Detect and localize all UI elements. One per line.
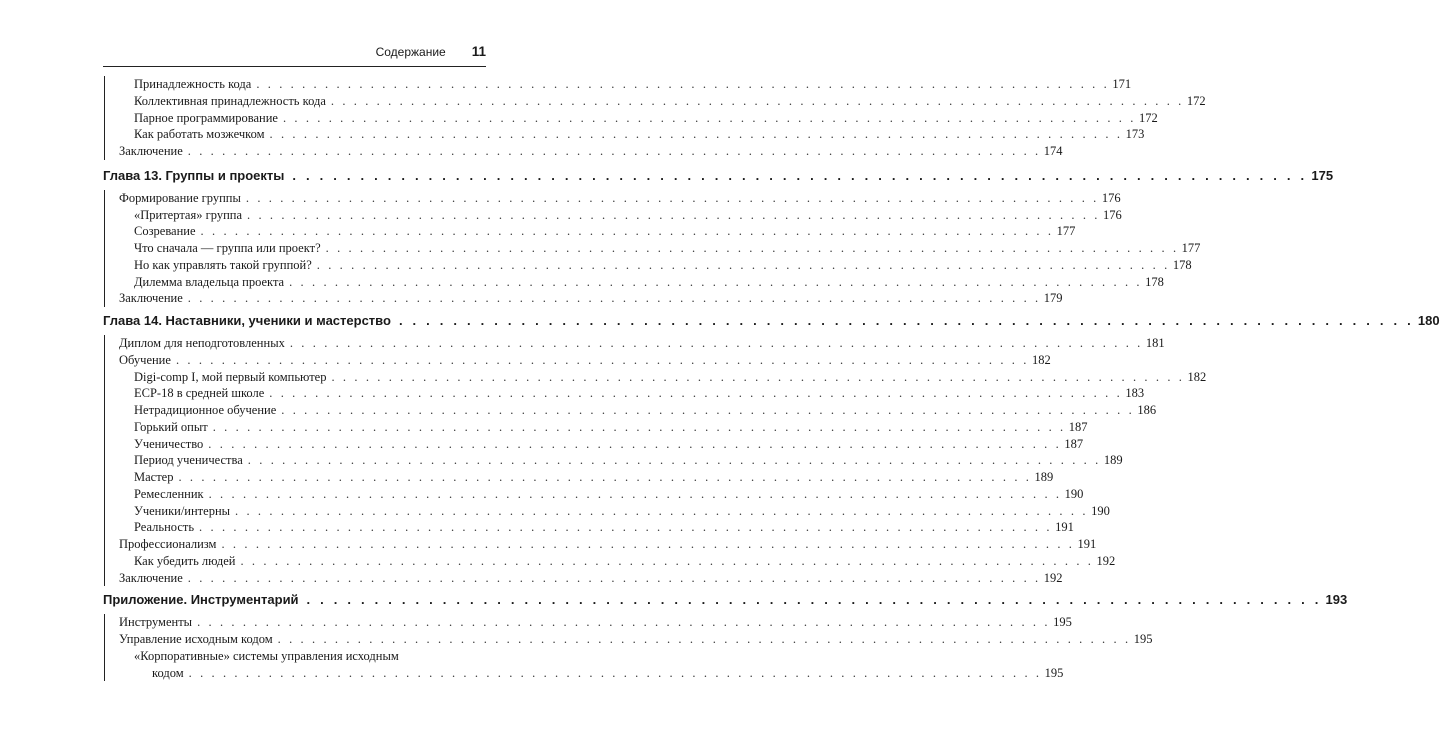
dot-leader: . . . . . . . . . . . . . . . . . . . . . . . . . . . . . . . . . . . . . . . . . . . . . . . . . . . . . . . . . . . . . . . . . . . . . . . . . . .: [197, 615, 1051, 630]
toc-entry-page-number: 190: [1091, 503, 1110, 518]
toc-entry[interactable]: [105, 553, 1116, 570]
dot-leader: . . . . . . . . . . . . . . . . . . . . . . . . . . . . . . . . . . . . . . . . . . . . . . . . . . . . . . . . . . . . . . . . . . . . . . . . . . .: [269, 127, 1123, 142]
toc-entry-page-number: 179: [1043, 291, 1063, 306]
toc-entry[interactable]: [105, 631, 1153, 648]
toc-entry-page-number: 192: [1096, 553, 1116, 568]
toc-entry[interactable]: [105, 486, 1084, 503]
dot-leader: . . . . . . . . . . . . . . . . . . . . . . . . . . . . . . . . . . . . . . . . . . . . . . . . . . . . . . . . . . . . . . . . . . . . . . . . . . .: [187, 144, 1041, 158]
toc-entry-title: «Притертая» группа: [134, 207, 242, 222]
chapter-title: Приложение. Инструментарий: [103, 592, 299, 608]
dot-leader: . . . . . . . . . . . . . . . . . . . . . . . . . . . . . . . . . . . . . . . . . . . . . . . . . . . . . . . . . . . . . . . . . . . . . . . . . . .: [331, 369, 1185, 384]
toc-entry[interactable]: [105, 126, 1145, 143]
dot-leader: . . . . . . . . . . . . . . . . . . . . . . . . . . . . . . . . . . . . . . . . . . . . . . . . . . . . . . . . . . . . . . . . . . . . . . . . . . .: [208, 486, 1062, 501]
toc-entry-title: Дилемма владельца проекта: [134, 274, 285, 289]
toc-entry-page-number: 192: [1043, 570, 1063, 585]
dot-leader: . . . . . . . . . . . . . . . . . . . . . . . . . . . . . . . . . . . . . . . . . . . . . . . . . . . . . . . . . . . . . . . . . . . . . . . . . . .: [199, 520, 1053, 535]
toc-entry[interactable]: [105, 436, 1084, 453]
toc-entry-title: Реальность: [134, 520, 195, 535]
toc-entry[interactable]: [105, 536, 1097, 553]
toc-entry[interactable]: [105, 452, 1123, 469]
toc-entry-title: Ремесленник: [134, 486, 204, 501]
toc-entry-page-number: 189: [1034, 470, 1054, 484]
toc-entry-page-number: 182: [1031, 352, 1051, 367]
toc-section-group: [104, 76, 1206, 160]
dot-leader: . . . . . . . . . . . . . . . . . . . . . . . . . . . . . . . . . . . . . . . . . . . . . . . . . . . . . . . . . . . . . . . . . . . . . . . . . . .: [269, 386, 1123, 401]
toc-entry-page-number: 183: [1125, 386, 1145, 401]
dot-leader: . . . . . . . . . . . . . . . . . . . . . . . . . . . . . . . . . . . . . . . . . . . . . . . . . . . . . . . . . . . . . . . . . . . . . . . . . . .: [247, 207, 1101, 222]
toc-entry-title: Как убедить людей: [134, 553, 236, 568]
dot-leader: . . . . . . . . . . . . . . . . . . . . . . . . . . . . . . . . . . . . . . . . . . . . . . . . . . . . . . . . . . . . . . . . . . . . . . . . . . .: [212, 419, 1066, 434]
toc-entry-title: Нетрадиционное обучение: [134, 403, 277, 417]
toc-entry[interactable]: [105, 648, 486, 665]
toc-entry-title: Ученичество: [134, 436, 204, 451]
toc-entry-title: Что сначала — группа или проект?: [134, 241, 321, 255]
dot-leader: . . . . . . . . . . . . . . . . . . . . . . . . . . . . . . . . . . . . . . . . . . . . . . . . . . . . . . . . . . . . . . . . . . . . . . . . . . .: [187, 570, 1041, 585]
toc-section-group: [104, 190, 1201, 307]
running-header-section-title: Содержание: [375, 45, 446, 59]
toc-entry[interactable]: [105, 519, 1074, 536]
toc-entry-title: Заключение: [119, 291, 183, 306]
chapter-heading[interactable]: [103, 589, 1348, 611]
toc-entry-title: кодом: [152, 665, 184, 680]
toc-entry-page-number: 178: [1145, 274, 1164, 289]
toc-entry[interactable]: [105, 240, 1201, 257]
toc-entry-title: Мастер: [134, 470, 174, 484]
toc-entry[interactable]: [105, 274, 1164, 291]
toc-entry-title: Коллективная принадлежность кода: [134, 93, 326, 108]
chapter-page-number: 193: [1325, 592, 1348, 608]
toc-entry-title: Но как управлять такой группой?: [134, 257, 312, 272]
dot-leader: . . . . . . . . . . . . . . . . . . . . . . . . . . . . . . . . . . . . . . . . . . . . . . . . . . . . . . . . . . . . . . . . . . . . . . . . . . .: [245, 190, 1099, 205]
toc-entry-page-number: 190: [1064, 486, 1084, 501]
dot-leader: . . . . . . . . . . . . . . . . . . . . . . . . . . . . . . . . . . . . . . . . . . . . . . . . . . . . . . . . . . . . . . . . . . . . . . . . . . .: [282, 110, 1136, 125]
running-header-page-number: 11: [471, 44, 486, 59]
dot-leader: . . . . . . . . . . . . . . . . . . . . . . . . . . . . . . . . . . . . . . . . . . . . . . . . . . . . . . . . . . . . . . . . . . . . . . . . . . .: [188, 665, 1042, 680]
toc-entry-page-number: 176: [1103, 207, 1122, 222]
toc-entry-title: Профессионализм: [119, 537, 217, 551]
toc-entry-page-number: 195: [1133, 632, 1153, 646]
dot-leader: . . . . . . . . . . . . . . . . . . . . . . . . . . . . . . . . . . . . . . . . . . . . . . . . . . . . . . . . . . . . . . . . . . . . . . . . . . .: [281, 403, 1135, 417]
toc-entry[interactable]: [105, 290, 1063, 307]
toc-entry-title: Период ученичества: [134, 453, 243, 468]
toc-entry-page-number: 172: [1138, 110, 1158, 125]
dot-leader: . . . . . . . . . . . . . . . . . . . . . . . . . . . . . . . . . . . . . . . . . . . . . . . . . . . . . . . . . . . . . . . . . . . . . . . . . . .: [289, 336, 1143, 350]
chapter-page-number: 175: [1311, 167, 1334, 183]
dot-leader: . . . . . . . . . . . . . . . . . . . . . . . . . . . . . . . . . . . . . . . . . . . . . . . . . . . . . . . . . . . . . . . . . . . . . . . . . . .: [316, 257, 1170, 272]
toc-entry-page-number: 191: [1077, 537, 1097, 551]
toc-entry[interactable]: [105, 110, 1158, 127]
toc-entry-page-number: 176: [1101, 190, 1121, 205]
toc-entry[interactable]: [105, 190, 1121, 207]
toc-entry[interactable]: [105, 614, 1072, 631]
toc-entry-page-number: 171: [1112, 77, 1132, 91]
toc-section-group: [104, 614, 1153, 681]
toc-entry-title: Управление исходным кодом: [119, 632, 273, 646]
toc-entry-page-number: 174: [1043, 144, 1063, 158]
toc-entry-title: Созревание: [134, 224, 196, 239]
toc-entry-title: Парное программирование: [134, 110, 278, 125]
chapter-heading[interactable]: [103, 310, 1440, 332]
toc-entry-page-number: 187: [1068, 419, 1088, 434]
chapter-title: Глава 14. Наставники, ученики и мастерство: [103, 313, 391, 328]
toc-entry-title: Заключение: [119, 144, 183, 158]
dot-leader: . . . . . . . . . . . . . . . . . . . . . . . . . . . . . . . . . . . . . . . . . . . . . . . . . . . . . . . . . . . . . . . . . . . . . . . . . . .: [235, 503, 1089, 518]
toc-entry[interactable]: [105, 503, 1110, 520]
toc-entry-title: Диплом для неподготовленных: [119, 336, 285, 350]
dot-leader: . . . . . . . . . . . . . . . . . . . . . . . . . . . . . . . . . . . . . . . . . . . . . . . . . . . . . . . . . . . . . . . . . . . . . . . . . . .: [247, 453, 1101, 468]
dot-leader: . . . . . . . . . . . . . . . . . . . . . . . . . . . . . . . . . . . . . . . . . . . . . . . . . . . . . . . . . . . . . . . . . . . . . . . . . . .: [240, 553, 1094, 568]
dot-leader: . . . . . . . . . . . . . . . . . . . . . . . . . . . . . . . . . . . . . . . . . . . . . . . . . . . . . . . . . . . . . . . . . . . . . . . . . . .: [221, 537, 1075, 551]
dot-leader: . . . . . . . . . . . . . . . . . . . . . . . . . . . . . . . . . . . . . . . . . . . . . . . . . . . . . . . . . . . . . . . . . . . . . . . . . . .: [200, 224, 1054, 239]
toc-entry-page-number: 178: [1172, 257, 1192, 272]
toc-entry[interactable]: [105, 223, 1076, 240]
toc-entry-title: Заключение: [119, 570, 183, 585]
toc-entry[interactable]: [105, 385, 1145, 402]
chapter-title: Глава 13. Группы и проекты: [103, 167, 285, 183]
toc-entry-title: Ученики/интерны: [134, 503, 231, 518]
dot-leader: . . . . . . . . . . . . . . . . . . . . . . . . . . . . . . . . . . . . . . . . . . . . . . . . . . . . . . . . . . . . . . . . . . . . . . . . . . .: [256, 77, 1110, 91]
chapter-heading[interactable]: [103, 165, 1334, 187]
toc-entry-page-number: 191: [1055, 520, 1074, 535]
toc-entry-page-number: 186: [1137, 403, 1157, 417]
toc-entry[interactable]: [105, 369, 1207, 386]
dot-leader: . . . . . . . . . . . . . . . . . . . . . . . . . . . . . . . . . . . . . . . . . . . . . . . . . . . . . . . . . . . . . . . . . . . . . . . . . . .: [330, 93, 1184, 108]
toc-entry[interactable]: [105, 419, 1088, 436]
toc-entry[interactable]: [105, 257, 1192, 274]
toc-entry-page-number: 177: [1056, 224, 1076, 239]
toc-entry[interactable]: [105, 665, 1064, 682]
toc-entry-page-number: 195: [1044, 665, 1064, 680]
dot-leader: . . . . . . . . . . . . . . . . . . . . . . . . . . . . . . . . . . . . . . . . . . . . . . . . . . . . . . . . . . . . . . . . . . . . . . . . . . .: [187, 291, 1041, 306]
toc-entry-page-number: 172: [1186, 93, 1206, 108]
toc-entry-title: Обучение: [119, 352, 171, 367]
toc-entry-title: Принадлежность кода: [134, 77, 252, 91]
dot-leader: . . . . . . . . . . . . . . . . . . . . . . . . . . . . . . . . . . . . . . . . . . . . . . . . . . . . . . . . . . . . . . . . . . . . . . . . . . .: [306, 592, 1322, 608]
toc-entry[interactable]: [105, 207, 1122, 224]
toc-entry[interactable]: [105, 352, 1051, 369]
dot-leader: . . . . . . . . . . . . . . . . . . . . . . . . . . . . . . . . . . . . . . . . . . . . . . . . . . . . . . . . . . . . . . . . . . . . . . . . . . .: [325, 241, 1179, 255]
dot-leader: . . . . . . . . . . . . . . . . . . . . . . . . . . . . . . . . . . . . . . . . . . . . . . . . . . . . . . . . . . . . . . . . . . . . . . . . . . .: [398, 313, 1414, 328]
running-header: [103, 44, 486, 67]
dot-leader: . . . . . . . . . . . . . . . . . . . . . . . . . . . . . . . . . . . . . . . . . . . . . . . . . . . . . . . . . . . . . . . . . . . . . . . . . . .: [178, 470, 1032, 484]
dot-leader: . . . . . . . . . . . . . . . . . . . . . . . . . . . . . . . . . . . . . . . . . . . . . . . . . . . . . . . . . . . . . . . . . . . . . . . . . . .: [175, 352, 1029, 367]
toc-entry-title: Горький опыт: [134, 419, 208, 434]
toc-entry[interactable]: [105, 76, 1132, 93]
toc-entry-title: Инструменты: [119, 615, 193, 630]
toc-entry-title: «Корпоративные» системы управления исходным: [134, 648, 399, 663]
dot-leader: . . . . . . . . . . . . . . . . . . . . . . . . . . . . . . . . . . . . . . . . . . . . . . . . . . . . . . . . . . . . . . . . . . . . . . . . . . .: [277, 632, 1131, 646]
toc-entry[interactable]: [105, 335, 1165, 352]
toc-entry[interactable]: [105, 143, 1063, 160]
dot-leader: . . . . . . . . . . . . . . . . . . . . . . . . . . . . . . . . . . . . . . . . . . . . . . . . . . . . . . . . . . . . . . . . . . . . . . . . . . .: [289, 274, 1143, 289]
toc-entry-title: ECP-18 в средней школе: [134, 386, 265, 401]
toc-entry-title: Как работать мозжечком: [134, 127, 265, 142]
toc-entry[interactable]: [105, 469, 1054, 486]
toc-section-group: [104, 335, 1207, 586]
dot-leader: . . . . . . . . . . . . . . . . . . . . . . . . . . . . . . . . . . . . . . . . . . . . . . . . . . . . . . . . . . . . . . . . . . . . . . . . . . .: [292, 167, 1308, 183]
toc-entry[interactable]: [105, 570, 1063, 587]
toc-entry-page-number: 181: [1145, 336, 1165, 350]
toc-entry-title: Формирование группы: [119, 190, 241, 205]
toc-entry-page-number: 195: [1053, 615, 1072, 630]
toc-entry-page-number: 173: [1125, 127, 1145, 142]
dot-leader: . . . . . . . . . . . . . . . . . . . . . . . . . . . . . . . . . . . . . . . . . . . . . . . . . . . . . . . . . . . . . . . . . . . . . . . . . . .: [208, 436, 1062, 451]
toc-entry[interactable]: [105, 93, 1206, 110]
toc-entry-title: Digi-comp I, мой первый компьютер: [134, 369, 327, 384]
toc-entry-page-number: 187: [1064, 436, 1084, 451]
chapter-page-number: 180: [1417, 313, 1440, 328]
toc-entry-page-number: 189: [1103, 453, 1123, 468]
toc-entry[interactable]: [105, 402, 1157, 419]
toc-entry-page-number: 182: [1187, 369, 1207, 384]
toc-entry-page-number: 177: [1181, 241, 1201, 255]
table-of-contents: [103, 76, 1440, 681]
